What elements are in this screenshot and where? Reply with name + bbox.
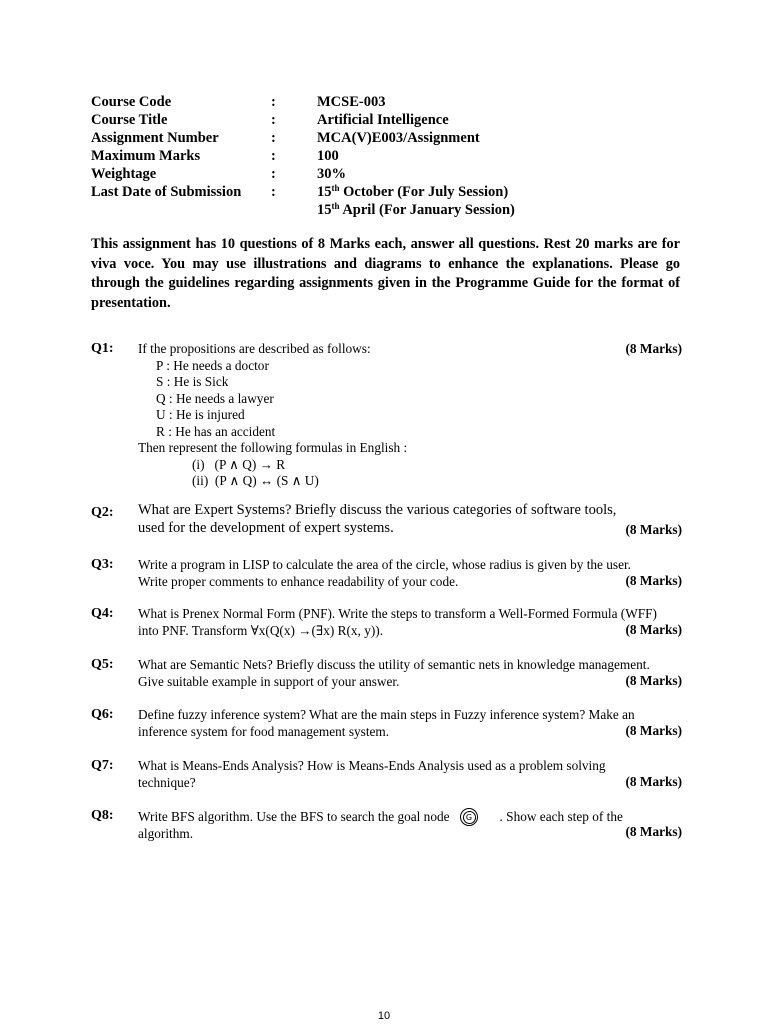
formula-list (192, 457, 682, 490)
marks-label: (8 Marks) (625, 341, 682, 356)
proposition-r: R : He has an accident (156, 423, 276, 439)
question-line-1: What are Expert Systems? Briefly discuss the various categories of software tools, (138, 502, 617, 518)
course-title-label: Course Title (91, 112, 168, 128)
question-body (138, 341, 682, 490)
course-title-value: Artificial Intelligence (317, 112, 449, 128)
goal-node-label: G (463, 811, 476, 824)
date-rest: April (For January Session) (339, 202, 515, 218)
proposition-u: U : He is injured (156, 407, 245, 422)
maximum-marks-label: Maximum Marks (91, 148, 201, 164)
marks-label: (8 Marks) (625, 573, 682, 588)
maximum-marks-value: 100 (317, 148, 339, 164)
colon: : (271, 184, 276, 200)
weightage-value: 30% (317, 166, 346, 182)
marks-label: (8 Marks) (625, 774, 682, 789)
question-line-1: What are Semantic Nets? Briefly discuss the utility of semantic nets in knowledge management. (138, 657, 650, 672)
date-day: 15 (317, 202, 332, 218)
january-session-date (317, 201, 515, 219)
assignment-instructions: This assignment has 10 questions of 8 Marks each, answer all questions. Rest 20 marks are for viva voce. You may use illustrations and diagrams to enhance the explanations. Please go through the guidelines regarding assignments given in the Programme Guide for the format of presentation. (91, 236, 680, 311)
question-line-2: Give suitable example in support of your answer. (138, 673, 400, 689)
question-line-2: technique? (138, 774, 196, 790)
q1-then: Then represent the following formulas in English : (138, 440, 408, 455)
course-code-value: MCSE-003 (317, 94, 386, 110)
question-number: Q1: (91, 341, 114, 356)
question-number: Q4: (91, 606, 114, 621)
question-body (138, 808, 682, 843)
colon: : (271, 166, 276, 182)
question-line-2: inference system for food management system. (138, 723, 390, 739)
question-line-2: algorithm. (138, 826, 194, 841)
question-line-2: Write proper comments to enhance readability of your code. (138, 573, 459, 589)
question-line-2: used for the development of expert systems. (138, 520, 394, 536)
page-number: 10 (377, 1010, 391, 1022)
date-ordinal: th (331, 201, 340, 211)
proposition-list (156, 358, 682, 441)
question-number: Q3: (91, 557, 114, 572)
date-ordinal: th (331, 183, 340, 193)
formula-ii: (ii) (P ∧ Q) ↔ (S ∧ U) (192, 473, 319, 488)
submission-date-label: Last Date of Submission (91, 184, 242, 200)
proposition-q: Q : He needs a lawyer (156, 390, 274, 406)
marks-label: (8 Marks) (625, 673, 682, 688)
question-line-1: What is Prenex Normal Form (PNF). Write the steps to transform a Well-Formed Formula (WFF) (138, 606, 657, 621)
marks-label: (8 Marks) (625, 622, 682, 637)
proposition-p: P : He needs a doctor (156, 357, 269, 373)
weightage-label: Weightage (91, 166, 157, 182)
question-line-1: Write a program in LISP to calculate the area of the circle, whose radius is given by the user. (138, 557, 632, 572)
question-number: Q8: (91, 808, 114, 823)
question-number: Q2: (91, 505, 114, 520)
formula-i: (i) (P ∧ Q) → R (192, 456, 286, 472)
q1-intro: If the propositions are described as follows: (138, 341, 371, 356)
question-line-1: What is Means-Ends Analysis? How is Means-Ends Analysis used as a problem solving (138, 758, 606, 773)
question-body (138, 501, 638, 537)
question-line-1-end: . Show each step of the (499, 809, 623, 824)
question-line-1-start: Write BFS algorithm. Use the BFS to search the goal node (138, 809, 450, 824)
marks-label: (8 Marks) (625, 522, 682, 537)
colon: : (271, 112, 276, 128)
assignment-number-label: Assignment Number (91, 130, 219, 146)
question-body (138, 606, 682, 639)
question-line-1 (138, 808, 682, 826)
question-body (138, 557, 682, 590)
question-body (138, 657, 682, 690)
date-day: 15 (317, 184, 332, 200)
question-number: Q5: (91, 657, 114, 672)
question-body (138, 707, 682, 740)
proposition-s: S : He is Sick (156, 374, 229, 389)
goal-node-icon (460, 808, 478, 826)
colon: : (271, 94, 276, 110)
question-line-2: into PNF. Transform ∀x(Q(x) →(∃x) R(x, y)). (138, 622, 384, 638)
marks-label: (8 Marks) (625, 723, 682, 738)
question-number: Q6: (91, 707, 114, 722)
question-body (138, 758, 682, 791)
date-rest: October (For July Session) (339, 184, 509, 200)
question-line-1: Define fuzzy inference system? What are the main steps in Fuzzy inference system? Make an (138, 707, 635, 722)
assignment-number-value: MCA(V)E003/Assignment (317, 130, 480, 146)
colon: : (271, 148, 276, 164)
colon: : (271, 130, 276, 146)
question-number: Q7: (91, 758, 114, 773)
marks-label: (8 Marks) (625, 824, 682, 839)
july-session-date (317, 183, 508, 201)
course-code-label: Course Code (91, 94, 172, 110)
